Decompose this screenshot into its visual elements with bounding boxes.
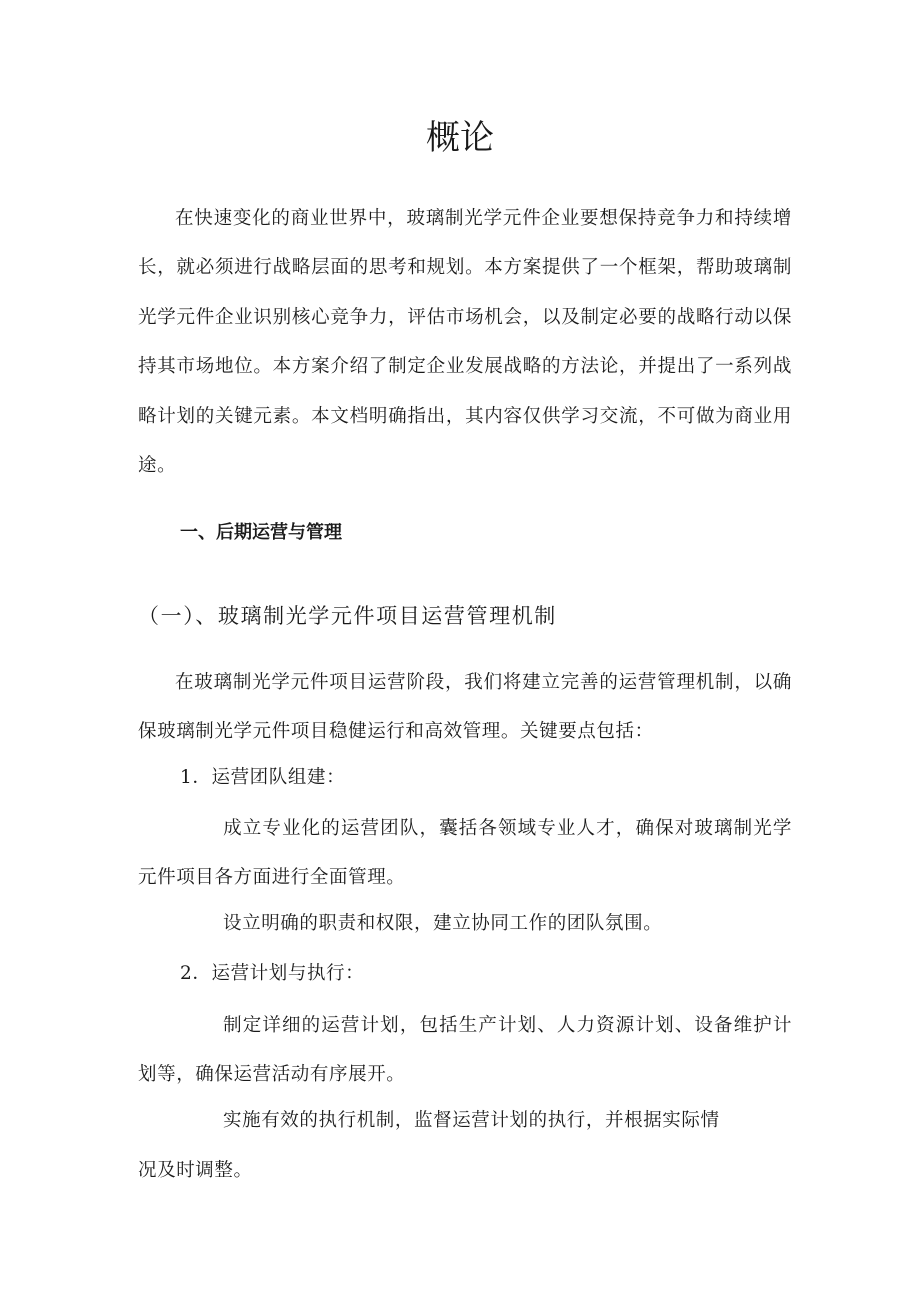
item-plan-paragraph-2: 实施有效的执行机制，监督运营计划的执行，并根据实际情: [223, 1110, 720, 1131]
document-title: 概论: [426, 118, 494, 158]
item-plan-paragraph-3: 况及时调整。: [138, 1160, 253, 1181]
section-heading: 一、后期运营与管理: [180, 522, 342, 543]
item-label-plan: 2．运营计划与执行：: [180, 963, 365, 984]
item-label-team: 1．运营团队组建：: [180, 767, 346, 788]
item-team-paragraph-2: 设立明确的职责和权限，建立协同工作的团队氛围。: [223, 913, 663, 934]
subsection-heading: （一）、玻璃制光学元件项目运营管理机制: [138, 604, 557, 628]
item-plan-paragraph-1: 制定详细的运营计划，包括生产计划、人力资源计划、设备维护计划等，确保运营活动有序展开。: [138, 1015, 792, 1085]
intro-paragraph: 在快速变化的商业世界中，玻璃制光学元件企业要想保持竞争力和持续增长，就必须进行战略层面的思考和规划。本方案提供了一个框架，帮助玻璃制光学元件企业识别核心竞争力，评估市场机会，以及制定必要的战略行动以保持其市场地位。本方案介绍了制定企业发展战略的方法论，并提出了一系列战略计划的关键元素。本文档明确指出，其内容仅供学习交流，不可做为商业用途。: [138, 208, 792, 477]
subsection-intro-paragraph: 在玻璃制光学元件项目运营阶段，我们将建立完善的运营管理机制，以确保玻璃制光学元件项目稳健运行和高效管理。关键要点包括：: [138, 672, 792, 742]
item-team-paragraph-1: 成立专业化的运营团队，囊括各领域专业人才，确保对玻璃制光学元件项目各方面进行全面管理。: [138, 818, 792, 888]
